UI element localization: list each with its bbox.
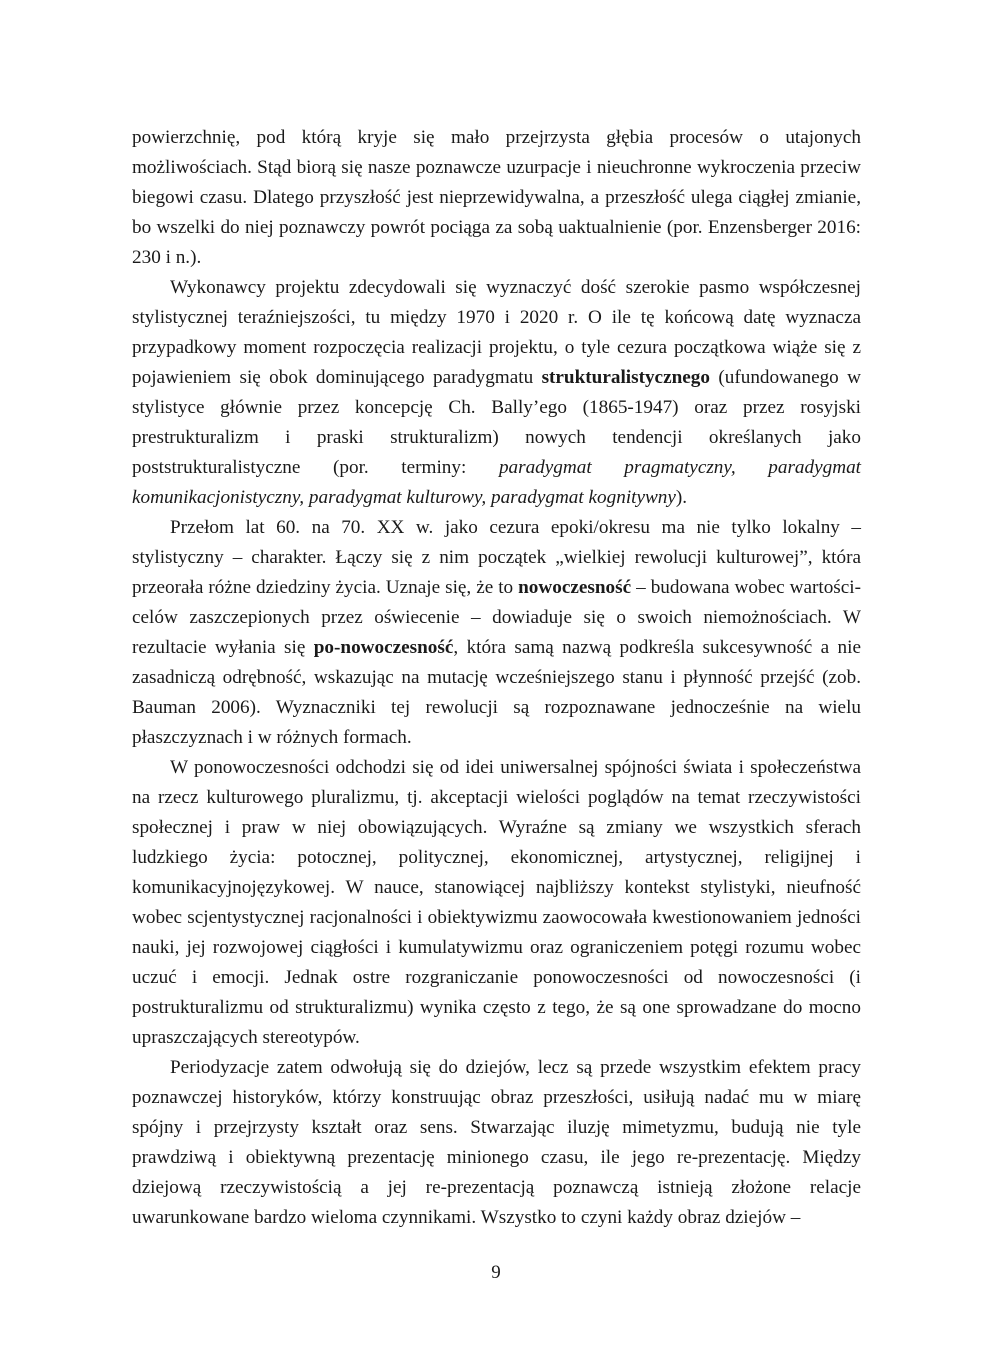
paragraph bbox=[132, 123, 861, 273]
text-run: (ufundowanego w stylistyce głównie przez koncepcję Ch. Bally’ego (1865-1947) oraz przez rosyjski prestrukturalizm i praski strukturalizm) nowych tendencji określanych jako poststrukturalistyczne (por. terminy: bbox=[132, 367, 862, 478]
body-text bbox=[132, 123, 861, 1233]
bold-term: strukturalistycznego bbox=[541, 367, 710, 388]
text-run: , która samą nazwą podkreśla sukcesywność a nie zasadniczą odrębność, wskazując na mutację wcześniejszego stanu i płynność przejść (zob. Bauman 2006). Wyznaczniki tej rewolucji są rozpoznawane jednocześnie na wielu płaszczyznach i w różnych formach. bbox=[132, 637, 861, 748]
paragraph bbox=[132, 753, 861, 1053]
text-run: Wykonawcy projektu zdecydowali się wyznaczyć dość szerokie pasmo współczesnej stylistycznej teraźniejszości, tu między 1970 i 2020 r. O ile tę końcową datę wyznacza przypadkowy moment rozpoczęcia realizacji projektu, o tyle cezura początkowa wiąże się z pojawieniem się obok dominującego paradygmatu bbox=[132, 277, 861, 388]
paragraph bbox=[132, 513, 861, 753]
paragraph bbox=[132, 1053, 861, 1233]
text-run: W ponowoczesności odchodzi się od idei uniwersalnej spójności świata i społeczeństwa na rzecz kulturowego pluralizmu, tj. akceptacji wielości poglądów na temat rzeczywistości społecznej i praw w niej obowiązujących. Wyraźne są zmiany we wszystkich sferach ludzkiego życia: potocznej, politycznej, ekonomicznej, artystycznej, religijnej i komunikacyjnojęzykowej. W nauce, stanowiącej najbliższy kontekst stylistyki, nieufność wobec scjentystycznej racjonalności i obiektywizmu zaowocowała kwestionowaniem jedności nauki, jej rozwojowej ciągłości i kumulatywizmu oraz ograniczeniem potęgi rozumu wobec uczuć i emocji. Jednak ostre rozgraniczanie ponowoczesności od nowoczesności (i postrukturalizmu od strukturalizmu) wynika często z tego, że są one sprowadzane do mocno upraszczających stereotypów. bbox=[132, 757, 861, 1048]
text-run: Periodyzacje zatem odwołują się do dziejów, lecz są przede wszystkim efektem pracy poznawczej historyków, którzy konstruując obraz przeszłości, usiłują nadać mu w miarę spójny i przejrzysty kształt oraz sens. Stwarzając iluzję mimetyzmu, budują nie tyle prawdziwą i obiektywną prezentację minionego czasu, ile jego re-prezentację. Między dziejową rzeczywistością a jej re-prezentacją poznawczą istnieją złożone relacje uwarunkowane bardzo wieloma czynnikami. Wszystko to czyni każdy obraz dziejów – bbox=[132, 1057, 861, 1228]
text-run: powierzchnię, pod którą kryje się mało przejrzysta głębia procesów o utajonych możliwościach. Stąd biorą się nasze poznawcze uzurpacje i nieuchronne wykroczenia przeciw biegowi czasu. Dlatego przyszłość jest nieprzewidywalna, a przeszłość ulega ciągłej zmianie, bo wszelki do niej poznawczy powrót pociąga za sobą uaktualnienie (por. Enzensberger 2016: 230 i n.). bbox=[132, 127, 861, 268]
bold-term: nowoczesność bbox=[518, 577, 632, 598]
bold-term: po-nowoczesność bbox=[313, 637, 454, 658]
text-run: ). bbox=[675, 487, 688, 508]
text-run: Przełom lat 60. na 70. XX w. jako cezura epoki/okresu ma nie tylko lokalny – stylistyczny – charakter. Łączy się z nim początek „wielkiej rewolucji kulturowej”, która przeorała różne dziedziny życia. Uznaje się, że to bbox=[132, 517, 861, 598]
page-number: 9 bbox=[491, 1262, 501, 1283]
italic-term: paradygmat pragmatyczny, paradygmat komunikacjonistyczny, paradygmat kulturowy, paradygmat kognitywny bbox=[132, 457, 861, 508]
text-run: – budowana wobec wartości-celów zaszczepionych przez oświecenie – dowiaduje się o swoich niemożnościach. W rezultacie wyłania się bbox=[132, 577, 861, 658]
paragraph bbox=[132, 273, 861, 513]
